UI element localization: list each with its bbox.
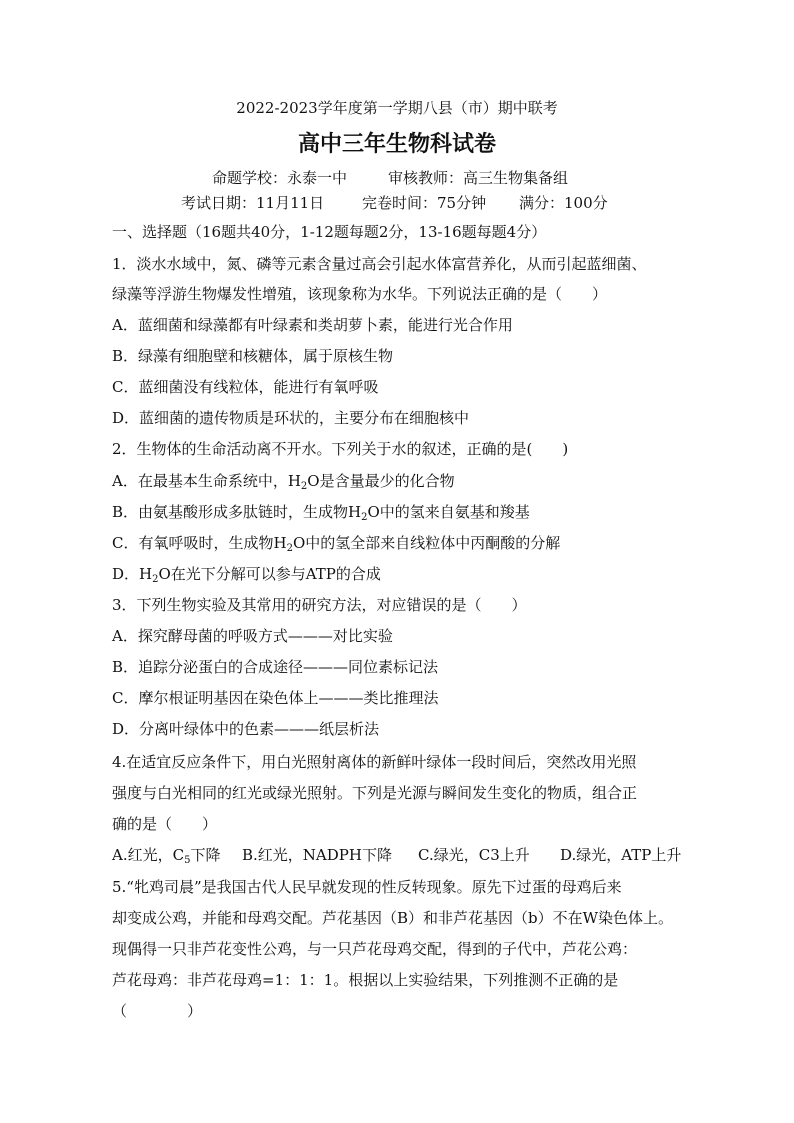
q5-stem-2: 却变成公鸡，并能和母鸡交配。芦花基因（B）和非芦花基因（b）不在W染色体上。: [112, 909, 674, 927]
q4-option-c: C.绿光，C3上升: [418, 846, 530, 864]
score-line: 满分：100分: [519, 194, 608, 212]
q5-answer-blank: （ ）: [112, 1002, 203, 1020]
q4-stem-2: 强度与白光相同的红光或绿光照射。下列是光源与瞬间发生变化的物质，组合正: [112, 784, 638, 802]
q3-option-d: D．分离叶绿体中的色素———纸层析法: [112, 720, 380, 738]
q2-option-a: A．在最基本生命系统中，$H_2O$是含量最少的化合物: [112, 472, 455, 492]
q3-option-c: C．摩尔根证明基因在染色体上———类比推理法: [112, 689, 439, 707]
school-line: 命题学校：永泰一中: [212, 169, 348, 187]
q1-option-a: A．蓝细菌和绿藻都有叶绿素和类胡萝卜素，能进行光合作用: [112, 316, 513, 334]
q1-stem-1: 1．淡水水域中，氮、磷等元素含量过高会引起水体富营养化，从而引起蓝细菌、: [112, 255, 647, 273]
q1-option-c: C．蓝细菌没有线粒体，能进行有氧呼吸: [112, 378, 379, 396]
q4-stem-1: 4.在适宜反应条件下，用白光照射离体的新鲜叶绿体一段时间后，突然改用光照: [112, 753, 637, 771]
q2-stem: 2．生物体的生命活动离不开水。下列关于水的叙述，正确的是( ): [112, 440, 569, 458]
q4-stem-3: 确的是（ ）: [112, 815, 218, 833]
exam-name: 2022-2023学年度第一学期八县（市）期中联考: [236, 99, 558, 117]
reviewer-line: 审核教师：高三生物集备组: [388, 169, 569, 187]
q1-stem-2: 绿藻等浮游生物爆发性增殖，该现象称为水华。下列说法正确的是（ ）: [112, 285, 608, 303]
q1-option-b: B．绿藻有细胞壁和核糖体，属于原核生物: [112, 347, 394, 365]
page-title: 高中三年生物科试卷: [297, 131, 496, 157]
q3-option-b: B．追踪分泌蛋白的合成途径———同位素标记法: [112, 658, 439, 676]
q2-option-c: C．有氧呼吸时，生成物$H_2O$中的氢全部来自线粒体中丙酮酸的分解: [112, 534, 561, 554]
q4-option-b: B.红光，NADPH下降: [242, 846, 392, 864]
q2-option-b: B．由氨基酸形成多肽链时，生成物$H_2O$中的氢来自氨基和羧基: [112, 503, 530, 523]
q5-stem-3: 现偶得一只非芦花变性公鸡，与一只芦花母鸡交配，得到的子代中，芦花公鸡：: [112, 940, 638, 958]
q5-stem-4: 芦花母鸡：非芦花母鸡=1：1：1。根据以上实验结果，下列推测不正确的是: [112, 971, 619, 989]
q3-option-a: A．探究酵母菌的呼吸方式———对比实验: [112, 627, 393, 645]
q2-option-d: D．$H_2O$在光下分解可以参与ATP的合成: [112, 565, 381, 585]
q4-option-a: A.红光，$C_5$下降: [112, 846, 221, 866]
q4-option-d: D.绿光，ATP上升: [560, 846, 682, 864]
duration-line: 完卷时间：75分钟: [362, 194, 487, 212]
date-line: 考试日期：11月11日: [181, 194, 325, 212]
q5-stem-1: 5.“牝鸡司晨”是我国古代人民早就发现的性反转现象。原先下过蛋的母鸡后来: [112, 878, 622, 896]
q3-stem: 3．下列生物实验及其常用的研究方法，对应错误的是（ ）: [112, 596, 527, 614]
q1-option-d: D．蓝细菌的遗传物质是环状的，主要分布在细胞核中: [112, 409, 470, 427]
section-heading: 一、选择题（16题共40分，1-12题每题2分，13-16题每题4分）: [112, 223, 547, 241]
